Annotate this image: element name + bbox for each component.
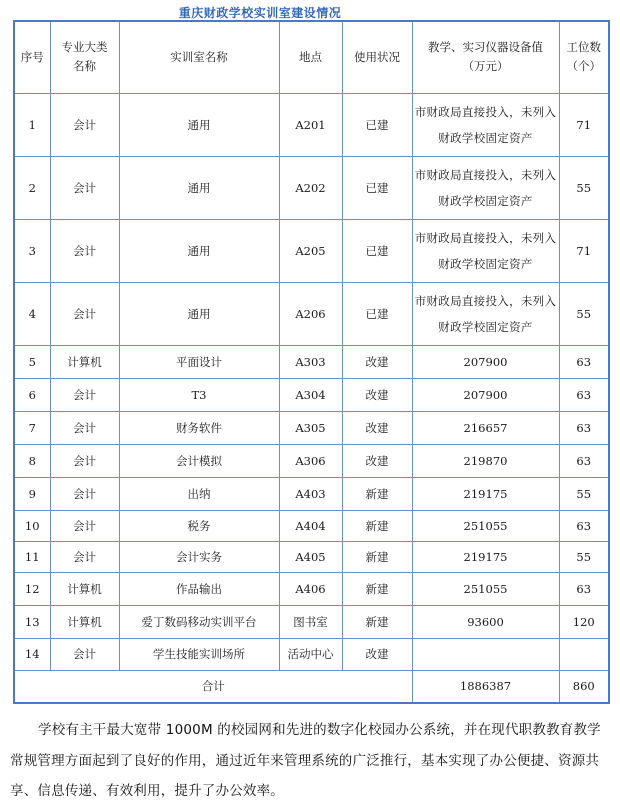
- cell-location: A403: [279, 477, 342, 510]
- cell-investment: [412, 638, 559, 670]
- cell-stations: 120: [559, 605, 609, 638]
- cell-stations: 63: [559, 345, 609, 378]
- cell-investment: 251055: [412, 572, 559, 605]
- table-row: [14, 605, 609, 638]
- cell-investment: 93600: [412, 605, 559, 638]
- cell-location: 活动中心: [279, 638, 342, 670]
- cell-location: 图书室: [279, 605, 342, 638]
- cell-location: A405: [279, 541, 342, 572]
- cell-category: 会计: [50, 282, 119, 345]
- cell-index: 14: [14, 638, 50, 670]
- cell-status: 新建: [342, 541, 412, 572]
- cell-index: 3: [14, 219, 50, 282]
- cell-stations: 63: [559, 378, 609, 411]
- cell-stations: 55: [559, 156, 609, 219]
- cell-lab-name: 通用: [119, 282, 279, 345]
- cell-category: 会计: [50, 93, 119, 156]
- cell-status: 改建: [342, 444, 412, 477]
- cell-location: A303: [279, 345, 342, 378]
- table-row: [14, 510, 609, 541]
- cell-lab-name: 学生技能实训场所: [119, 638, 279, 670]
- cell-location: A305: [279, 411, 342, 444]
- cell-stations: 71: [559, 219, 609, 282]
- description-paragraph: 学校有主干最大宽带 1000M 的校园网和先进的数字化校园办公系统，并在现代职教教育教学常规管理方面起到了良好的作用，通过近年来管理系统的广泛推行，基本实现了办公便捷、资源共享、信息传递、有效利用，提升了办公效率。: [10, 722, 601, 799]
- header-location: 地点: [279, 21, 342, 93]
- cell-index: 12: [14, 572, 50, 605]
- cell-location: A202: [279, 156, 342, 219]
- cell-location: A205: [279, 219, 342, 282]
- cell-stations: 55: [559, 477, 609, 510]
- cell-index: 1: [14, 93, 50, 156]
- table-row: [14, 282, 609, 345]
- cell-category: 会计: [50, 411, 119, 444]
- table-row: [14, 444, 609, 477]
- cell-status: 已建: [342, 282, 412, 345]
- cell-index: 10: [14, 510, 50, 541]
- cell-lab-name: 税务: [119, 510, 279, 541]
- table-row: [14, 378, 609, 411]
- cell-location: A201: [279, 93, 342, 156]
- cell-category: 会计: [50, 444, 119, 477]
- table-row: [14, 411, 609, 444]
- table-row: [14, 572, 609, 605]
- cell-investment: 219175: [412, 541, 559, 572]
- cell-location: A406: [279, 572, 342, 605]
- cell-lab-name: 通用: [119, 93, 279, 156]
- cell-stations: 63: [559, 510, 609, 541]
- cell-index: 2: [14, 156, 50, 219]
- cell-index: 4: [14, 282, 50, 345]
- header-index: 序号: [14, 21, 50, 93]
- cell-investment: 市财政局直接投入，未列入财政学校固定资产: [412, 156, 559, 219]
- header-investment: 教学、实习仪器设备值（万元）: [412, 21, 559, 93]
- cell-lab-name: 作品输出: [119, 572, 279, 605]
- cell-status: 新建: [342, 572, 412, 605]
- cell-stations: 63: [559, 444, 609, 477]
- cell-index: 13: [14, 605, 50, 638]
- header-row: [14, 21, 609, 93]
- cell-lab-name: 财务软件: [119, 411, 279, 444]
- cell-status: 改建: [342, 411, 412, 444]
- cell-lab-name: 平面设计: [119, 345, 279, 378]
- table-row: [14, 156, 609, 219]
- cell-stations: 63: [559, 411, 609, 444]
- cell-investment: 207900: [412, 345, 559, 378]
- table-row: [14, 541, 609, 572]
- cell-lab-name: 爱丁数码移动实训平台: [119, 605, 279, 638]
- cell-status: 已建: [342, 219, 412, 282]
- cell-stations: 55: [559, 541, 609, 572]
- total-row: [14, 670, 609, 703]
- cell-category: 计算机: [50, 345, 119, 378]
- cell-status: 改建: [342, 638, 412, 670]
- cell-index: 6: [14, 378, 50, 411]
- lab-construction-table: [13, 20, 610, 704]
- cell-stations: [559, 638, 609, 670]
- cell-investment: 市财政局直接投入，未列入财政学校固定资产: [412, 282, 559, 345]
- cell-lab-name: 会计实务: [119, 541, 279, 572]
- cell-category: 计算机: [50, 572, 119, 605]
- cell-location: A206: [279, 282, 342, 345]
- cell-status: 改建: [342, 345, 412, 378]
- cell-stations: 55: [559, 282, 609, 345]
- cell-category: 会计: [50, 638, 119, 670]
- cell-status: 新建: [342, 605, 412, 638]
- cell-index: 11: [14, 541, 50, 572]
- cell-lab-name: T3: [119, 378, 279, 411]
- cell-investment: 市财政局直接投入，未列入财政学校固定资产: [412, 219, 559, 282]
- cell-category: 会计: [50, 541, 119, 572]
- total-label: 合计: [14, 670, 412, 703]
- cell-location: A304: [279, 378, 342, 411]
- cell-index: 8: [14, 444, 50, 477]
- header-stations: 工位数（个）: [559, 21, 609, 93]
- total-stations: 860: [559, 670, 609, 703]
- cell-investment: 219175: [412, 477, 559, 510]
- cell-stations: 63: [559, 572, 609, 605]
- cell-category: 会计: [50, 477, 119, 510]
- cell-category: 会计: [50, 156, 119, 219]
- cell-location: A404: [279, 510, 342, 541]
- cell-index: 5: [14, 345, 50, 378]
- cell-lab-name: 通用: [119, 156, 279, 219]
- cell-investment: 216657: [412, 411, 559, 444]
- header-status: 使用状况: [342, 21, 412, 93]
- table-row: [14, 93, 609, 156]
- header-category: 专业大类名称: [50, 21, 119, 93]
- cell-category: 会计: [50, 510, 119, 541]
- cell-investment: 207900: [412, 378, 559, 411]
- cell-status: 已建: [342, 156, 412, 219]
- cell-investment: 219870: [412, 444, 559, 477]
- table-row: [14, 477, 609, 510]
- cell-status: 已建: [342, 93, 412, 156]
- cell-status: 新建: [342, 510, 412, 541]
- cell-stations: 71: [559, 93, 609, 156]
- table-row: [14, 345, 609, 378]
- cell-category: 会计: [50, 378, 119, 411]
- table-title: 重庆财政学校实训室建设情况: [178, 6, 342, 20]
- cell-lab-name: 出纳: [119, 477, 279, 510]
- cell-investment: 251055: [412, 510, 559, 541]
- cell-index: 9: [14, 477, 50, 510]
- cell-lab-name: 会计模拟: [119, 444, 279, 477]
- cell-status: 改建: [342, 378, 412, 411]
- cell-category: 计算机: [50, 605, 119, 638]
- table-row: [14, 638, 609, 670]
- cell-category: 会计: [50, 219, 119, 282]
- cell-location: A306: [279, 444, 342, 477]
- table-row: [14, 219, 609, 282]
- cell-investment: 市财政局直接投入，未列入财政学校固定资产: [412, 93, 559, 156]
- cell-index: 7: [14, 411, 50, 444]
- cell-status: 新建: [342, 477, 412, 510]
- cell-lab-name: 通用: [119, 219, 279, 282]
- total-investment: 1886387: [412, 670, 559, 703]
- header-lab-name: 实训室名称: [119, 21, 279, 93]
